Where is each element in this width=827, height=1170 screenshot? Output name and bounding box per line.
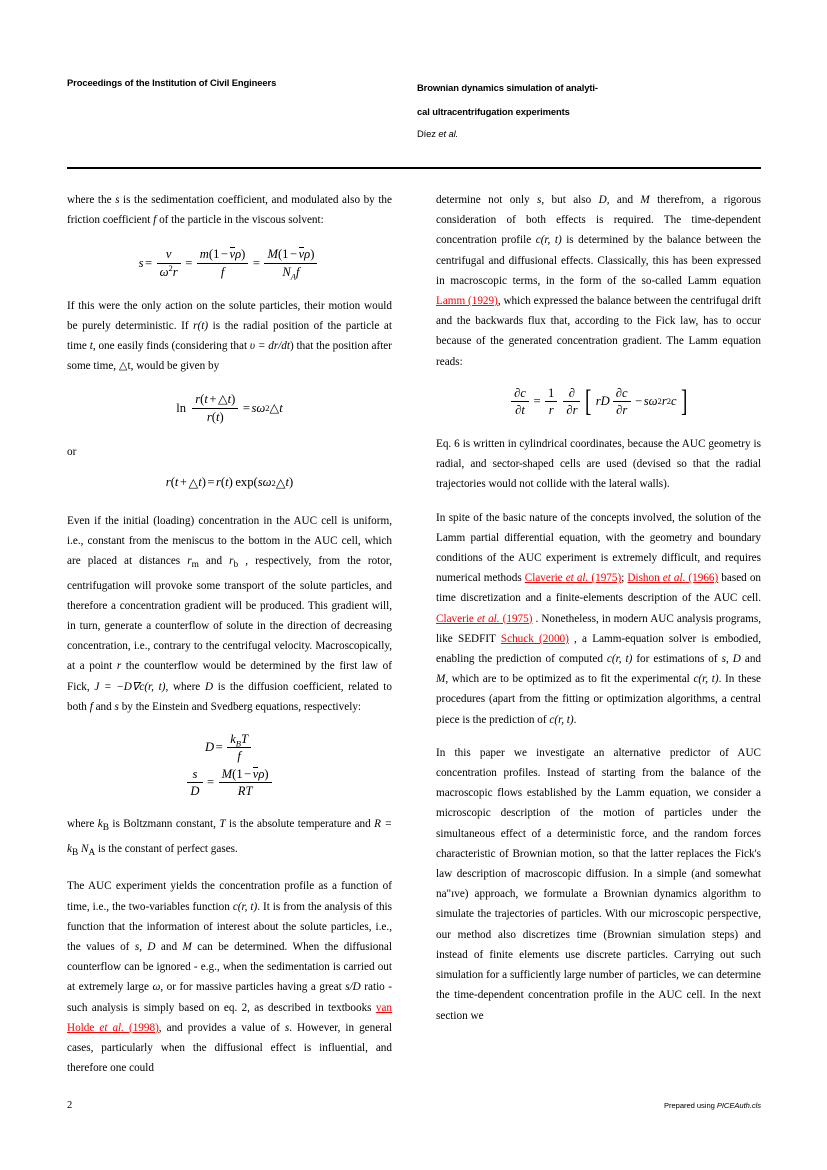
text-fragment: , or for massive particles having a great (160, 981, 346, 994)
text-fragment: , (725, 653, 733, 666)
text-fragment: is the radial position of the particle at time (67, 319, 392, 352)
math-inline-D2: D (147, 940, 156, 953)
math-inline-crt: c(r, t) (535, 234, 562, 247)
math-inline-crt2: c(r, t) (693, 673, 719, 686)
text-fragment: Even if the initial (loading) concentration in the AUC cell is uniform, i.e., constant from the meniscus to the bottom in the AUC cell, which are placed at distances (67, 514, 392, 568)
equation-lamm: $\frac{\partial c}{\partial t}$ = $\frac{1}{r}$ $\frac{\partial}{\partial r}$ [ r D $\frac{\partial c}{\partial r}$ − s ω 2 r 2 c ] (436, 386, 761, 417)
text-fragment: by the Einstein and Svedberg equations, respectively: (118, 700, 362, 713)
text-fragment: In spite of the basic nature of the concepts involved, the solution of the Lamm partial differential equation, with the geometry and boundary conditions of the AUC experiment is extremely difficult, and requires numerical methods (436, 511, 761, 585)
prepared-using-note (664, 1101, 761, 1110)
math-inline-NA: N (78, 842, 89, 855)
math-inline-omega: ω (152, 981, 161, 994)
math-inline-sD: s/D (345, 981, 361, 994)
text-fragment: is the sedimentation coefficient, and modulated also by the friction coefficient (67, 194, 392, 227)
text-fragment: is Boltzmann constant, (108, 818, 220, 831)
paragraph-cylindrical-coordinates: Eq. 6 is written in cylindrical coordinates, because the AUC geometry is radial, and sector-shaped cells are used (devised so that the radial trajectories would not collide with the lateral walls). (436, 438, 761, 491)
citation-author: Dishon (627, 572, 663, 585)
math-inline-delta-t: △t (118, 360, 131, 373)
page-footer (67, 1100, 761, 1111)
connector-or: or (67, 445, 77, 458)
text-fragment: , which are to be optimized as to fit the experimental (445, 673, 694, 686)
citation-lamm[interactable] (436, 295, 498, 307)
text-fragment: and (155, 940, 183, 953)
math-inline-R: R = k (67, 818, 392, 855)
running-head (67, 76, 761, 143)
text-fragment: is the constant of perfect gases. (95, 842, 238, 855)
math-inline-kb: k (97, 818, 103, 831)
text-fragment: and (740, 653, 762, 666)
paragraph-brownian-approach: In this paper we investigate an alternative predictor of AUC concentration profiles. Instead of starting from the balance of the macroscopic flows established by the Lamm equation, we consider a microscopic description of the motion of particles under the simultaneous effect of a deterministic force, and the random forces characteristic of Brownian motion, so that the latter replaces the Fick's law description of macroscopic diffusion. In a simple (and somewhat na"ıve) approach, we formulate a Brownian dynamics algorithm to simulate the trajectories of particles. With our microscopic perspective, our method also discretizes time (Brownian simulation steps) and instead of finite elements use discrete particles. Carrying out such simulation for a sufficiently large number of particles, we can determine the time-dependent concentration profile in the AUC cell. In the next section we (436, 746, 761, 1022)
math-inline-M2: M (436, 673, 446, 686)
math-inline-s: s (115, 194, 120, 206)
text-fragment: , which expressed the balance between the centrifugal drift and the backwards flux that, according to the Fick law, has to occur because of the generated concentration gradient. The Lamm equation reads: (436, 295, 762, 368)
citation-claverie-1975-second[interactable] (436, 613, 532, 625)
running-head-title (417, 76, 647, 124)
text-fragment: , respectively, from the rotor, centrifugation will provoke some transport of the solute particles, and therefore a concentration gradient will be produced. This gradient will, in turn, generate a counterflow of solute in the direction of decreasing concentration, i.e., contrary to the centrifugal velocity. Macroscopically, at a point (67, 555, 392, 673)
running-head-article (417, 76, 761, 143)
text-fragment: of the particle in the viscous solvent: (156, 214, 324, 227)
paragraph-lamm-equation-intro (436, 190, 761, 372)
citation-etal: et al. (476, 612, 500, 625)
text-fragment: ; (621, 572, 628, 585)
text-fragment: , would be given by (130, 360, 220, 373)
author-name: Díez (417, 128, 439, 139)
text-fragment: therefrom, a rigorous consideration of both effects is required. The time-dependent concentration profile (436, 194, 762, 247)
math-inline-s2: s (721, 653, 726, 666)
math-inline-crt: c(r, t) (232, 900, 258, 913)
math-inline-T: T (219, 818, 226, 831)
text-fragment: , and (606, 194, 641, 206)
text-fragment: the counterflow would be determined by the first law of Fick, (67, 660, 392, 693)
citation-year: (1975) (588, 572, 622, 585)
text-fragment: . It is from the analysis of this function that the information of interest about the solute particles, i.e., the values of (67, 900, 392, 953)
running-head-title-line2: cal ultracentrifugation experiments (417, 106, 570, 117)
citation-author: Lamm (436, 295, 466, 308)
citation-etal: et al. (662, 572, 686, 585)
text-fragment: The AUC experiment yields the concentration profile as a function of time, i.e., the two-variables function (67, 880, 392, 913)
text-fragment: , and provides a value of (158, 1021, 285, 1034)
math-inline-f2: f (89, 700, 93, 713)
text-fragment: based on time discretization and a finite-elements description of the AUC cell. (436, 572, 762, 605)
math-inline-D: D (598, 194, 607, 206)
math-sub-b: b (233, 560, 239, 571)
citation-year: (1966) (685, 572, 719, 585)
citation-year: (1975) (499, 612, 533, 625)
math-inline-D: D (204, 680, 214, 693)
text-fragment: ) that the position after some time, (67, 340, 392, 373)
citation-etal: et al. (565, 572, 589, 585)
citation-author: van Holde (67, 1001, 392, 1034)
math-inline-s3: s (134, 940, 140, 953)
math-inline-D2: D (732, 653, 741, 666)
math-inline-M: M (182, 940, 192, 953)
paragraph-deterministic-motion (67, 296, 392, 377)
text-fragment: , (139, 940, 148, 953)
citation-claverie-1975[interactable] (525, 572, 621, 584)
math-inline-rb: r (229, 555, 234, 568)
text-fragment: where the (67, 194, 116, 206)
math-inline-rm: r (187, 555, 192, 568)
text-fragment: for estimations of (632, 653, 722, 666)
header-divider-rule (67, 167, 761, 169)
math-inline-velocity: υ = dr/dt (249, 340, 290, 352)
math-inline-s4: s (284, 1021, 290, 1034)
text-fragment: . (573, 713, 577, 726)
equation-log-ratio: ln $\frac{r(t + \triangle t)}{r(t)}$ = s ω 2 △ t (176, 392, 283, 424)
text-fragment: ratio - such analysis is simply based on eq. 2, as described in textbooks (67, 981, 392, 1014)
equation-svedberg: $\frac{s}{D}$ = $\frac{M(1 - \nu\rho)}{RT}$ (67, 767, 392, 798)
paragraph-auc-experiment (67, 876, 392, 1078)
math-sub-B: B (102, 823, 109, 834)
text-fragment: , one easily finds (considering that (92, 340, 250, 352)
text-fragment: is the diffusion coefficient, related to both (67, 680, 392, 713)
math-inline-f: f (153, 214, 157, 227)
text-fragment: and (92, 700, 115, 713)
equation-einstein-diffusion: D = $\frac{k_BT}{f}$ (67, 732, 392, 763)
equation-exponential: r ( t + △ t ) = r ( t ) exp( s ω 2 △ t ) (165, 475, 294, 490)
text-fragment: where (67, 818, 98, 831)
text-fragment: and (198, 555, 230, 568)
text-fragment: If this were the only action on the solute particles, their motion would be purely deterministic. If (67, 299, 392, 332)
running-head-authors (417, 125, 761, 143)
left-column (67, 190, 392, 1078)
math-sub-m: m (191, 560, 199, 571)
text-fragment: . However, in general cases, particularly when the diffusional effect is influential, and therefore one could (67, 1021, 392, 1075)
text-fragment: . In these procedures (apart from the fitting or optimization algorithms, a central piece is the prediction of (436, 673, 762, 726)
math-inline-crt3: c(r, t) (549, 713, 574, 726)
citation-author: Claverie (436, 612, 477, 625)
text-fragment: , where (165, 680, 205, 693)
math-inline-M: M (640, 194, 650, 206)
citation-dishon-1966[interactable] (627, 572, 718, 584)
equation-sedimentation: s = $\frac{\nu}{\omega^2r}$ = $\frac{m(1 - \nu\rho)}{f}$ = $\frac{M(1 - \nu\rho)}{N_Af}$ (67, 247, 392, 278)
math-inline-t: t (89, 340, 93, 352)
math-sub-B2: B (71, 848, 79, 859)
citation-year: (1998) (123, 1021, 159, 1034)
two-column-body (67, 190, 761, 1078)
text-fragment: , a Lamm-equation solver is embodied, enabling the prediction of computed (436, 632, 761, 666)
running-head-journal: Proceedings of the Institution of Civil Engineers (67, 77, 277, 88)
citation-year: (1929) (465, 295, 498, 308)
math-inline-s: s (537, 194, 542, 206)
text-fragment: is determined by the balance between the centrifugal and diffusional effects. Classically, this has been expressed in macroscopic terms, in the form of the so-called Lamm equation (436, 234, 762, 287)
text-fragment: determine not only (436, 194, 538, 206)
paragraph-concentration-gradient (67, 511, 392, 717)
math-inline-r: r (116, 660, 122, 673)
citation-etal: et al. (99, 1021, 124, 1034)
citation-schuck-2000[interactable] (501, 633, 569, 645)
paragraph-sedimentation-coefficient (67, 190, 392, 230)
page-number: 2 (67, 1100, 73, 1111)
paragraph-numerical-methods (436, 508, 761, 730)
text-fragment: can be determined. When the diffusional counterflow can be ignored - e.g., when the sedimentation is carried out at extremely large (67, 940, 392, 994)
author-etal: et al. (438, 128, 459, 139)
citation-author: Claverie (524, 572, 566, 585)
paragraph-boltzmann-definitions (67, 814, 392, 863)
math-inline-fick-law: J = −D∇c(r, t) (94, 680, 166, 693)
text-fragment: , but also (541, 194, 599, 206)
text-fragment: is the absolute temperature and (225, 818, 375, 831)
running-head-title-line1: Brownian dynamics simulation of analyti- (417, 82, 598, 93)
math-inline-rt: r(t) (193, 319, 209, 332)
math-inline-s2: s (114, 700, 119, 713)
prepared-class-name: PICEAuth.cls (716, 1101, 761, 1110)
math-sub-A: A (88, 848, 96, 859)
math-inline-crt: c(r, t) (606, 653, 633, 666)
citation-year: (2000) (533, 632, 569, 645)
right-column (436, 190, 761, 1078)
citation-author: Schuck (500, 632, 534, 645)
text-fragment: . Nonetheless, in modern AUC analysis programs, like SEDFIT (436, 612, 762, 645)
prepared-prefix: Prepared using (663, 1101, 717, 1110)
